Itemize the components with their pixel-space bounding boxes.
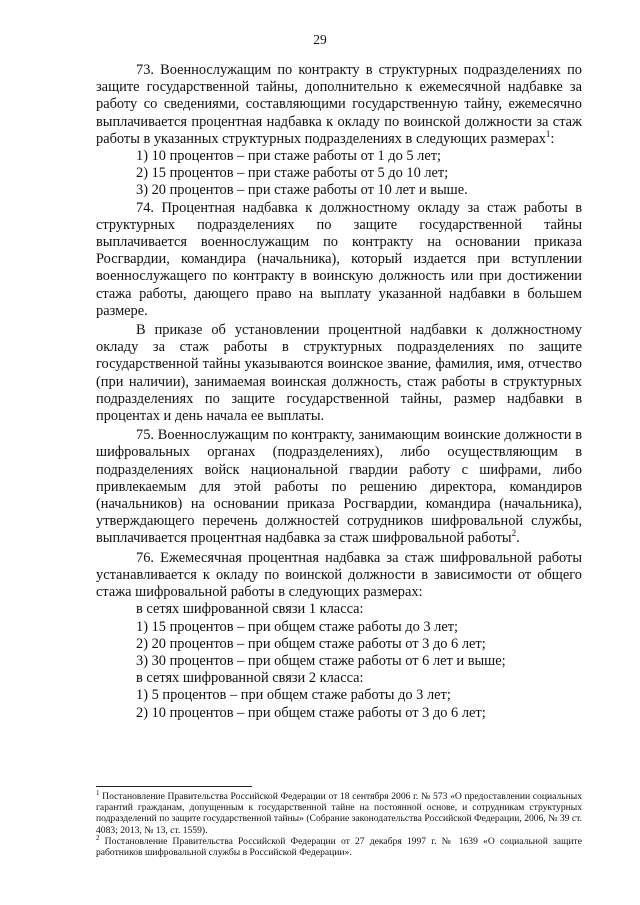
list-item: 1) 10 процентов – при стаже работы от 1 до 5 лет; [136,148,442,165]
paragraph-74: 74. Процентная надбавка к должностному окладу за стаж работы в структурных подразделениях по защите государственной тайны выплачивается военнослужащим по контракту на основании приказа Росгвардии, командира (начальника), который издается при вступлении военнослужащего по контракту в воинскую должность или при достижении стажа работы, дающего право на выплату указанной надбавки в большем размере. [96,199,582,319]
footnote-mark: 2 [96,833,100,842]
footnote-text: Постановление Правительства Российской Федерации от 27 декабря 1997 г. № 1639 «О социальной защите работников шифровальной службы в Российской Федерации». [96,835,583,859]
paragraph-73-end: : [550,130,555,147]
list-item: 2) 20 процентов – при общем стаже работы от 3 до 6 лет; [136,635,486,652]
footnote-text: Постановление Правительства Российской Федерации от 18 сентября 2006 г. № 573 «О предоставлении социальных гарантий гражданам, допущенным к государственной тайне на постоянной основе, и сотрудникам структурных подразделений по защите государственной тайны» (Собрание законодательства Российской Федерации, 2006, № 39 ст. 4083; 2013, № 13, ст. 1559). [96,791,583,836]
list-item: 1) 5 процентов – при общем стаже работы до 3 лет; [136,687,451,704]
footnote-ref-2[interactable]: 2 [511,528,517,539]
list-item: 2) 15 процентов – при стаже работы от 5 до 10 лет; [136,165,449,182]
list-item: 3) 20 процентов – при стаже работы от 10 лет и выше. [136,182,468,199]
paragraph-73 [96,62,582,148]
footnote-mark: 1 [96,788,100,797]
footnote-2 [96,833,583,859]
page-number: 29 [313,32,327,47]
list-item: 3) 30 процентов – при общем стаже работы от 6 лет и выше; [136,652,506,669]
class1-heading: в сетях шифрованной связи 1 класса: [136,601,364,618]
paragraph-75 [96,427,582,547]
paragraph-73-text: 73. Военнослужащим по контракту в структурных подразделениях по защите государственной тайны, дополнительно к ежемесячной надбавке за работу со сведениями, составляющими государственную тайну, ежемесячно выплачивается процентная надбавка к окладу по воинской должности за стаж работы в указанных структурных подразделениях в следующих размерах [96,62,582,147]
paragraph-74-order: В приказе об установлении процентной надбавки к должностному окладу за стаж работы в структурных подразделениях по защите государственной тайны указываются воинское звание, фамилия, имя, отчество (при наличии), занимаемая воинская должность, стаж работы в структурных подразделениях по защите государственной тайны, размер надбавки в процентах и день начала ее выплаты. [96,322,582,425]
footnote-ref-1[interactable]: 1 [545,129,551,140]
list-item: 1) 15 процентов – при общем стаже работы до 3 лет; [136,618,459,635]
list-item: 2) 10 процентов – при общем стаже работы от 3 до 6 лет; [136,704,486,721]
paragraph-75-text: 75. Военнослужащим по контракту, занимающим воинские должности в шифровальных органах (подразделениях), либо осуществляющим в подразделениях войск национальной гвардии работу с шифрами, либо привлекаемым для этой работы по решению директора, командиров (начальников) на основании приказа Росгвардии, командира (начальника), утверждающего перечень должностей сотрудников шифровальной службы, выплачивается процентная надбавка за стаж шифровальной работы [96,427,582,547]
document-body [96,62,582,722]
footnote-divider [96,786,252,787]
class2-heading: в сетях шифрованной связи 2 класса: [136,670,364,687]
footnotes [96,788,583,859]
footnote-1 [96,788,583,836]
paragraph-75-end: . [516,530,520,547]
paragraph-76: 76. Ежемесячная процентная надбавка за стаж шифровальной работы устанавливается к окладу по воинской должности в зависимости от общего стажа шифровальной работы в следующих размерах: [96,549,582,601]
